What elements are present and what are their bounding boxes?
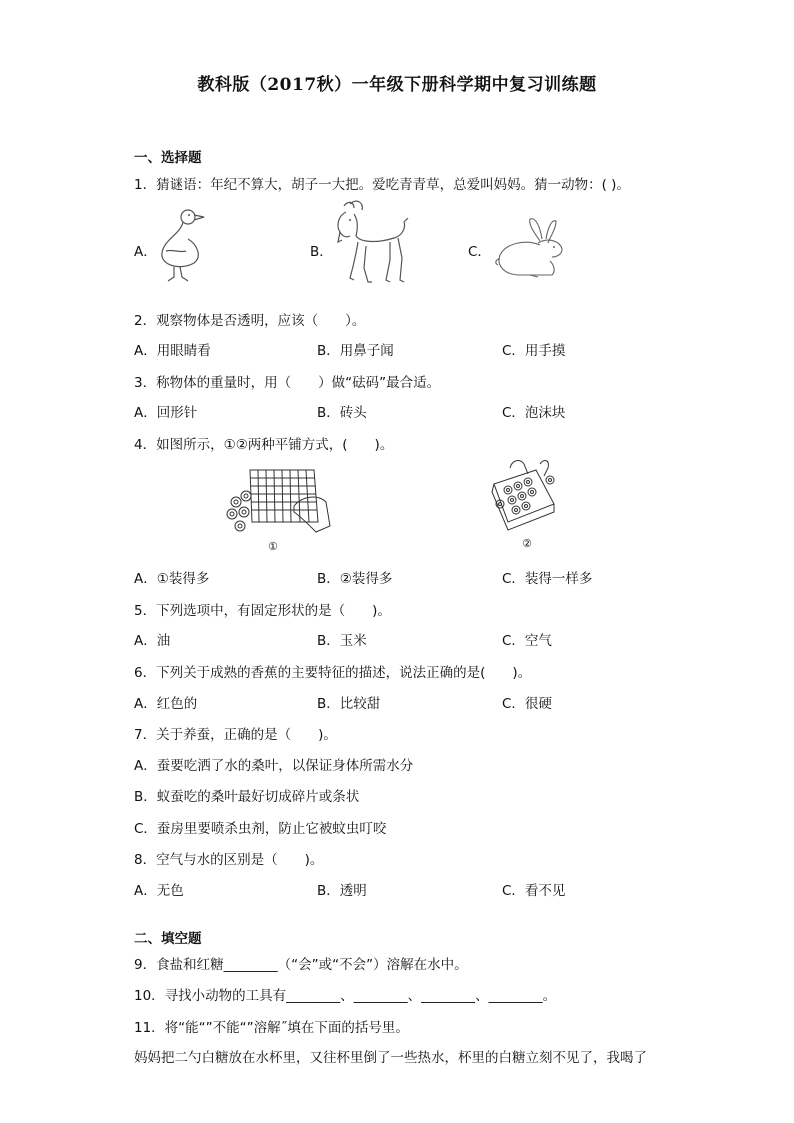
q3-option-a[interactable]: A．回形针 xyxy=(134,405,198,421)
q5-option-a[interactable]: A．油 xyxy=(134,633,171,649)
q2-option-a[interactable]: A．用眼睛看 xyxy=(134,343,211,359)
question-10: 10．寻找小动物的工具有________、________、________、________。 xyxy=(134,988,557,1004)
q5-option-b[interactable]: B．玉米 xyxy=(317,633,367,649)
figure-2-caption: ② xyxy=(522,537,532,550)
q4-option-c[interactable]: C．装得一样多 xyxy=(502,571,593,587)
q8-option-a[interactable]: A．无色 xyxy=(134,883,184,899)
q2-option-b[interactable]: B．用鼻子闻 xyxy=(317,343,394,359)
section-choice-heading: 一、选择题 xyxy=(134,150,202,166)
question-5: 5．下列选项中，有固定形状的是（ )。 xyxy=(134,603,391,619)
q8-option-b[interactable]: B．透明 xyxy=(317,883,367,899)
q1-option-b-label: B． xyxy=(310,244,333,260)
question-8: 8．空气与水的区别是（ )。 xyxy=(134,852,324,868)
section-fill-heading: 二、填空题 xyxy=(134,931,202,947)
q5-option-c[interactable]: C．空气 xyxy=(502,633,552,649)
q4-option-a[interactable]: A．①装得多 xyxy=(134,571,210,587)
q7-option-a[interactable]: A．蚕要吃洒了水的桑叶，以保证身体所需水分 xyxy=(134,758,414,774)
q6-option-c[interactable]: C．很硬 xyxy=(502,696,552,712)
q6-option-b[interactable]: B．比较甜 xyxy=(317,696,381,712)
figure-1-caption: ① xyxy=(268,540,278,553)
question-1: 1．猜谜语：年纪不算大，胡子一大把。爱吃青青草，总爱叫妈妈。猜一动物：( )。 xyxy=(134,177,630,193)
q7-option-b[interactable]: B．蚁蚕吃的桑叶最好切成碎片或条状 xyxy=(134,789,360,805)
question-11: 11．将“能“”不能“”溶解˝填在下面的括号里。 xyxy=(134,1020,409,1036)
q7-option-c[interactable]: C．蚕房里要喷杀虫剂，防止它被蚊虫叮咬 xyxy=(134,821,387,837)
question-11-paragraph: 妈妈把二勺白糖放在水杯里，又往杯里倒了一些热水，杯里的白糖立刻不见了，我喝了 xyxy=(134,1050,647,1066)
q8-option-c[interactable]: C．看不见 xyxy=(502,883,566,899)
q6-option-a[interactable]: A．红色的 xyxy=(134,696,198,712)
tray-grid-icon xyxy=(222,466,332,538)
question-3: 3．称物体的重量时，用（ ）做“砝码”最合适。 xyxy=(134,375,441,391)
page-title: 教科版（2017秋）一年级下册科学期中复习训练题 xyxy=(197,75,597,95)
q1-option-c-label: C． xyxy=(468,244,491,260)
q3-option-b[interactable]: B．砖头 xyxy=(317,405,367,421)
q4-option-b[interactable]: B．②装得多 xyxy=(317,571,393,587)
goat-icon xyxy=(328,198,413,293)
question-6: 6．下列关于成熟的香蕉的主要特征的描述，说法正确的是( )。 xyxy=(134,665,532,681)
question-4: 4．如图所示，①②两种平铺方式，( )。 xyxy=(134,437,394,453)
question-9: 9．食盐和红糖________（“会”或“不会”）溶解在水中。 xyxy=(134,957,468,973)
question-2: 2．观察物体是否透明，应该（ ）。 xyxy=(134,313,366,329)
rabbit-icon xyxy=(490,215,585,285)
q1-option-a-label: A． xyxy=(134,244,157,260)
question-7: 7．关于养蚕，正确的是（ )。 xyxy=(134,727,337,743)
q3-option-c[interactable]: C．泡沫块 xyxy=(502,405,566,421)
q2-option-c[interactable]: C．用手摸 xyxy=(502,343,566,359)
duck-icon xyxy=(150,205,210,285)
tray-nuts-icon xyxy=(478,458,558,536)
